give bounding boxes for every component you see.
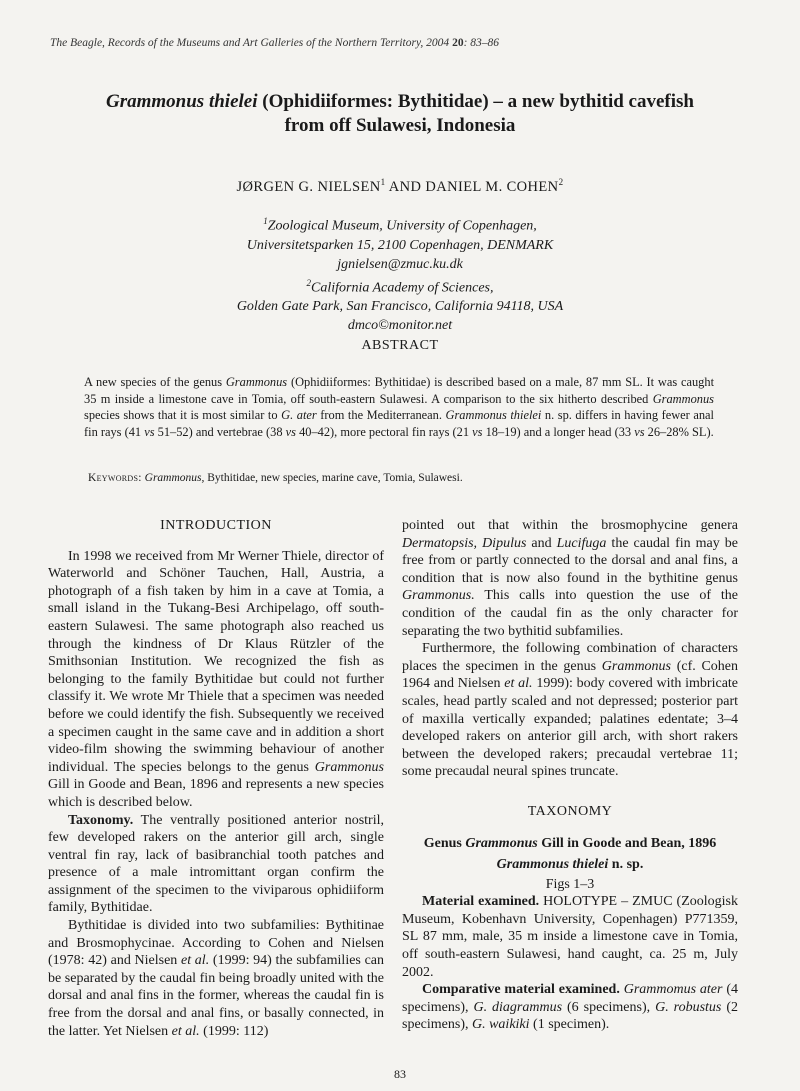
- spacer: [402, 781, 738, 803]
- author-1-email: jgnielsen@zmuc.ku.dk: [337, 256, 463, 272]
- keywords-italic: Grammonus,: [141, 472, 205, 484]
- taxonomy-heading: TAXONOMY: [527, 803, 613, 819]
- title-line2: from off Sulawesi, Indonesia: [284, 115, 516, 136]
- species-heading-suffix: n. sp.: [608, 857, 644, 873]
- genus-heading-authority: Gill in Goode and Bean, 1896: [537, 835, 717, 851]
- intro-p3-text: (1999: 94) the subfamilies can be separated by the caudal fin being broadly united with the dorsal and anal fins in the former, whereas the caudal fin is free from the dorsal and anal fins, or basally connected, in the latter. Yet Nielsen: [48, 953, 384, 1039]
- intro-p3-text: Bythitidae is divided into two subfamilies: Bythitinae and Brosmophycinae. According to Cohen and Nielsen (1978: 42) and Nielsen: [48, 918, 384, 969]
- right-p1-italic: Dermatopsis, Dipulus: [402, 535, 527, 551]
- abstract-heading: ABSTRACT: [361, 338, 439, 353]
- affiliation-1-marker: 1: [263, 216, 268, 226]
- comparative-species: G. diagrammus: [473, 999, 563, 1015]
- material-examined-label: Material examined.: [422, 894, 540, 910]
- title-line1: (Ophidiiformes: Bythitidae) – a new bythitid cavefish: [257, 91, 694, 112]
- intro-paragraph-1: [48, 548, 384, 812]
- intro-p1-end: Gill in Goode and Bean, 1896 and represents a new species which is described below.: [48, 777, 384, 810]
- comparative-material-label: Comparative material examined.: [422, 982, 620, 998]
- affiliation-1-line1: Zoological Museum, University of Copenhagen,: [267, 218, 537, 234]
- page-number: 83: [394, 1067, 406, 1081]
- running-head: [50, 37, 499, 49]
- right-p1-text: pointed out that within the brosmophycine genera: [402, 518, 738, 533]
- comparative-count: (1 specimen).: [529, 1017, 610, 1033]
- comparative-count: (2 specimens),: [402, 999, 738, 1033]
- intro-p2-text: The ventrally positioned anterior nostril, few developed rakers on the anterior gill arch, single ventral fin ray, lack of basibranchial tooth patches and presence of a male intromittant organ confirm the assignment of the specimen to the viviparous ophidiiform family, Bythitidae.: [48, 812, 384, 916]
- right-p1-text: and: [526, 535, 557, 551]
- author-2-email: dmco©monitor.net: [347, 318, 453, 334]
- abstract-italic: vs: [472, 424, 483, 439]
- abstract-run: 51–52) and vertebrae (38: [154, 424, 286, 439]
- abstract-italic: vs: [634, 424, 645, 439]
- intro-p3-text: (1999: 112): [199, 1023, 269, 1039]
- abstract-text: [84, 374, 714, 440]
- affiliation-2-line1: California Academy of Sciences,: [311, 280, 494, 296]
- abstract-italic: vs: [285, 424, 296, 439]
- abstract-run: from the Mediterranean.: [316, 408, 446, 422]
- keywords: [88, 472, 463, 484]
- author-list: [60, 177, 740, 196]
- abstract-run: n. sp. differs in having fewer anal fin rays (41: [84, 408, 714, 439]
- comparative-count: (4 specimens),: [402, 982, 739, 1015]
- keywords-list: Bythitidae, new species, marine cave, Tomia, Sulawesi.: [204, 472, 463, 484]
- figure-reference: Figs 1–3: [545, 876, 595, 892]
- article-title: [60, 90, 740, 138]
- right-p2-text: (cf. Cohen 1964 and Nielsen: [402, 658, 738, 692]
- material-examined: [402, 893, 738, 981]
- author-1-marker: 1: [380, 177, 386, 187]
- intro-p3-italic: et al.: [171, 1023, 200, 1039]
- intro-paragraph-2: [48, 812, 384, 918]
- genus-heading: [402, 835, 738, 853]
- abstract-italic: Grammonus: [652, 391, 714, 406]
- abstract-run: (Ophidiiformes: Bythitidae) is described based on a male, 87 mm SL. It was caught 35 m inside a limestone cave in Tomia, off south-eastern Sulawesi. A comparison to the six hitherto described: [84, 375, 715, 406]
- title-species-name: Grammonus thielei: [106, 91, 258, 112]
- introduction-heading: INTRODUCTION: [160, 518, 272, 533]
- comparative-material: [402, 981, 738, 1034]
- right-paragraph-1: [402, 517, 738, 640]
- intro-p3-italic: et al.: [181, 953, 210, 969]
- right-p2-text: Furthermore, the following combination of characters places the specimen in the genus: [402, 641, 738, 674]
- right-p1-text: the caudal fin may be free from or partly connected to the dorsal and anal fins, a condition that is now also found in the bythitine genus: [402, 535, 738, 586]
- abstract-run: A new species of the genus: [84, 375, 226, 389]
- genus-heading-name: Grammonus: [465, 835, 538, 851]
- affiliation-2-line2: Golden Gate Park, San Francisco, California 94118, USA: [236, 299, 564, 315]
- species-heading-name: Grammonus thielei: [496, 857, 609, 873]
- running-head-pages: : 83–86: [463, 37, 500, 49]
- abstract-italic: G. ater: [281, 408, 317, 422]
- abstract-run: 18–19) and a longer head (33: [482, 424, 635, 439]
- right-p2-italic: Grammonus: [601, 658, 672, 674]
- author-2-marker: 2: [558, 177, 564, 187]
- comparative-count: (6 specimens),: [562, 999, 656, 1015]
- right-paragraph-2: [402, 640, 738, 781]
- intro-p1-text: In 1998 we received from Mr Werner Thiele, director of Waterworld and Schöner Tauchen, Hall, Austria, a photograph of a fish taken by him in a cave at Tomia, a small island in the Tukang-Besi Archipelago, off south-eastern Sulawesi. The same photograph also reached us through the kindness of Dr Klaus Rützler of the Smithsonian Institution. We recognized the fish as belonging to the family Bythitidae but could not further classify it. We wrote Mr Thiele that a specimen was needed before we could identify the fish. Subsequently we received a specimen caught in the same cave and in addition a short video-film showing the swimming behaviour of another individual. The species belongs to the genus: [48, 548, 384, 775]
- running-head-journal: The Beagle, Records of the Museums and Art Galleries of the Northern Territory, 2004: [50, 37, 453, 49]
- comparative-species: Grammomus ater: [619, 982, 723, 998]
- comparative-species: G. robustus: [655, 999, 722, 1015]
- species-heading: [402, 856, 738, 874]
- author-1: JØRGEN G. NIELSEN: [236, 178, 381, 195]
- intro-p1-italic: Grammonus: [314, 759, 384, 775]
- running-head-volume: 20: [452, 37, 464, 49]
- right-column: [402, 517, 738, 1034]
- abstract-italic: Grammonus thielei: [445, 408, 542, 422]
- right-p1-text: This calls into question the use of the condition of the caudal fin as the only character for separating the two bythitid subfamilies.: [402, 588, 738, 639]
- right-p2-italic: et al.: [504, 676, 533, 692]
- abstract-italic: vs: [144, 424, 155, 439]
- keywords-label: Keywords:: [88, 472, 142, 484]
- material-examined-text: HOLOTYPE – ZMUC (Zoologisk Museum, Kobenhavn University, Copenhagen) P771359, SL 87 mm, male, 35 m inside a limestone cave in Tomia, off south-eastern Sulawesi, hand caught, ca. 25 m, July 2002.: [402, 894, 738, 980]
- left-column: [48, 517, 384, 1040]
- genus-heading-prefix: Genus: [423, 835, 466, 851]
- affiliations: [60, 212, 740, 335]
- affiliation-1-line2: Universitetsparken 15, 2100 Copenhagen, DENMARK: [246, 237, 554, 253]
- comparative-species: G. waikiki: [471, 1017, 530, 1033]
- abstract-italic: Grammonus: [225, 375, 288, 389]
- abstract-run: 26–28% SL).: [644, 424, 714, 439]
- abstract-run: species shows that it is most similar to: [84, 408, 282, 422]
- right-p1-italic: Grammonus.: [402, 588, 475, 604]
- right-p2-text: 1999): body covered with imbricate scales, head partly scaled and not depressed; posterior part of maxilla vertically expanded; palatines edentate; 3–4 developed rakers on anterior gill arch, with short rakers between the developed rakers; precaudal vertebrae 11; some precaudal neural spines truncate.: [402, 676, 739, 780]
- right-p1-italic: Lucifuga: [556, 535, 607, 551]
- author-2: AND DANIEL M. COHEN: [385, 178, 559, 195]
- affiliation-2-marker: 2: [306, 277, 311, 288]
- abstract-run: 40–42), more pectoral fin rays (21: [295, 424, 473, 439]
- taxonomy-run-in-heading: Taxonomy.: [68, 812, 134, 828]
- intro-paragraph-3: [48, 917, 384, 1040]
